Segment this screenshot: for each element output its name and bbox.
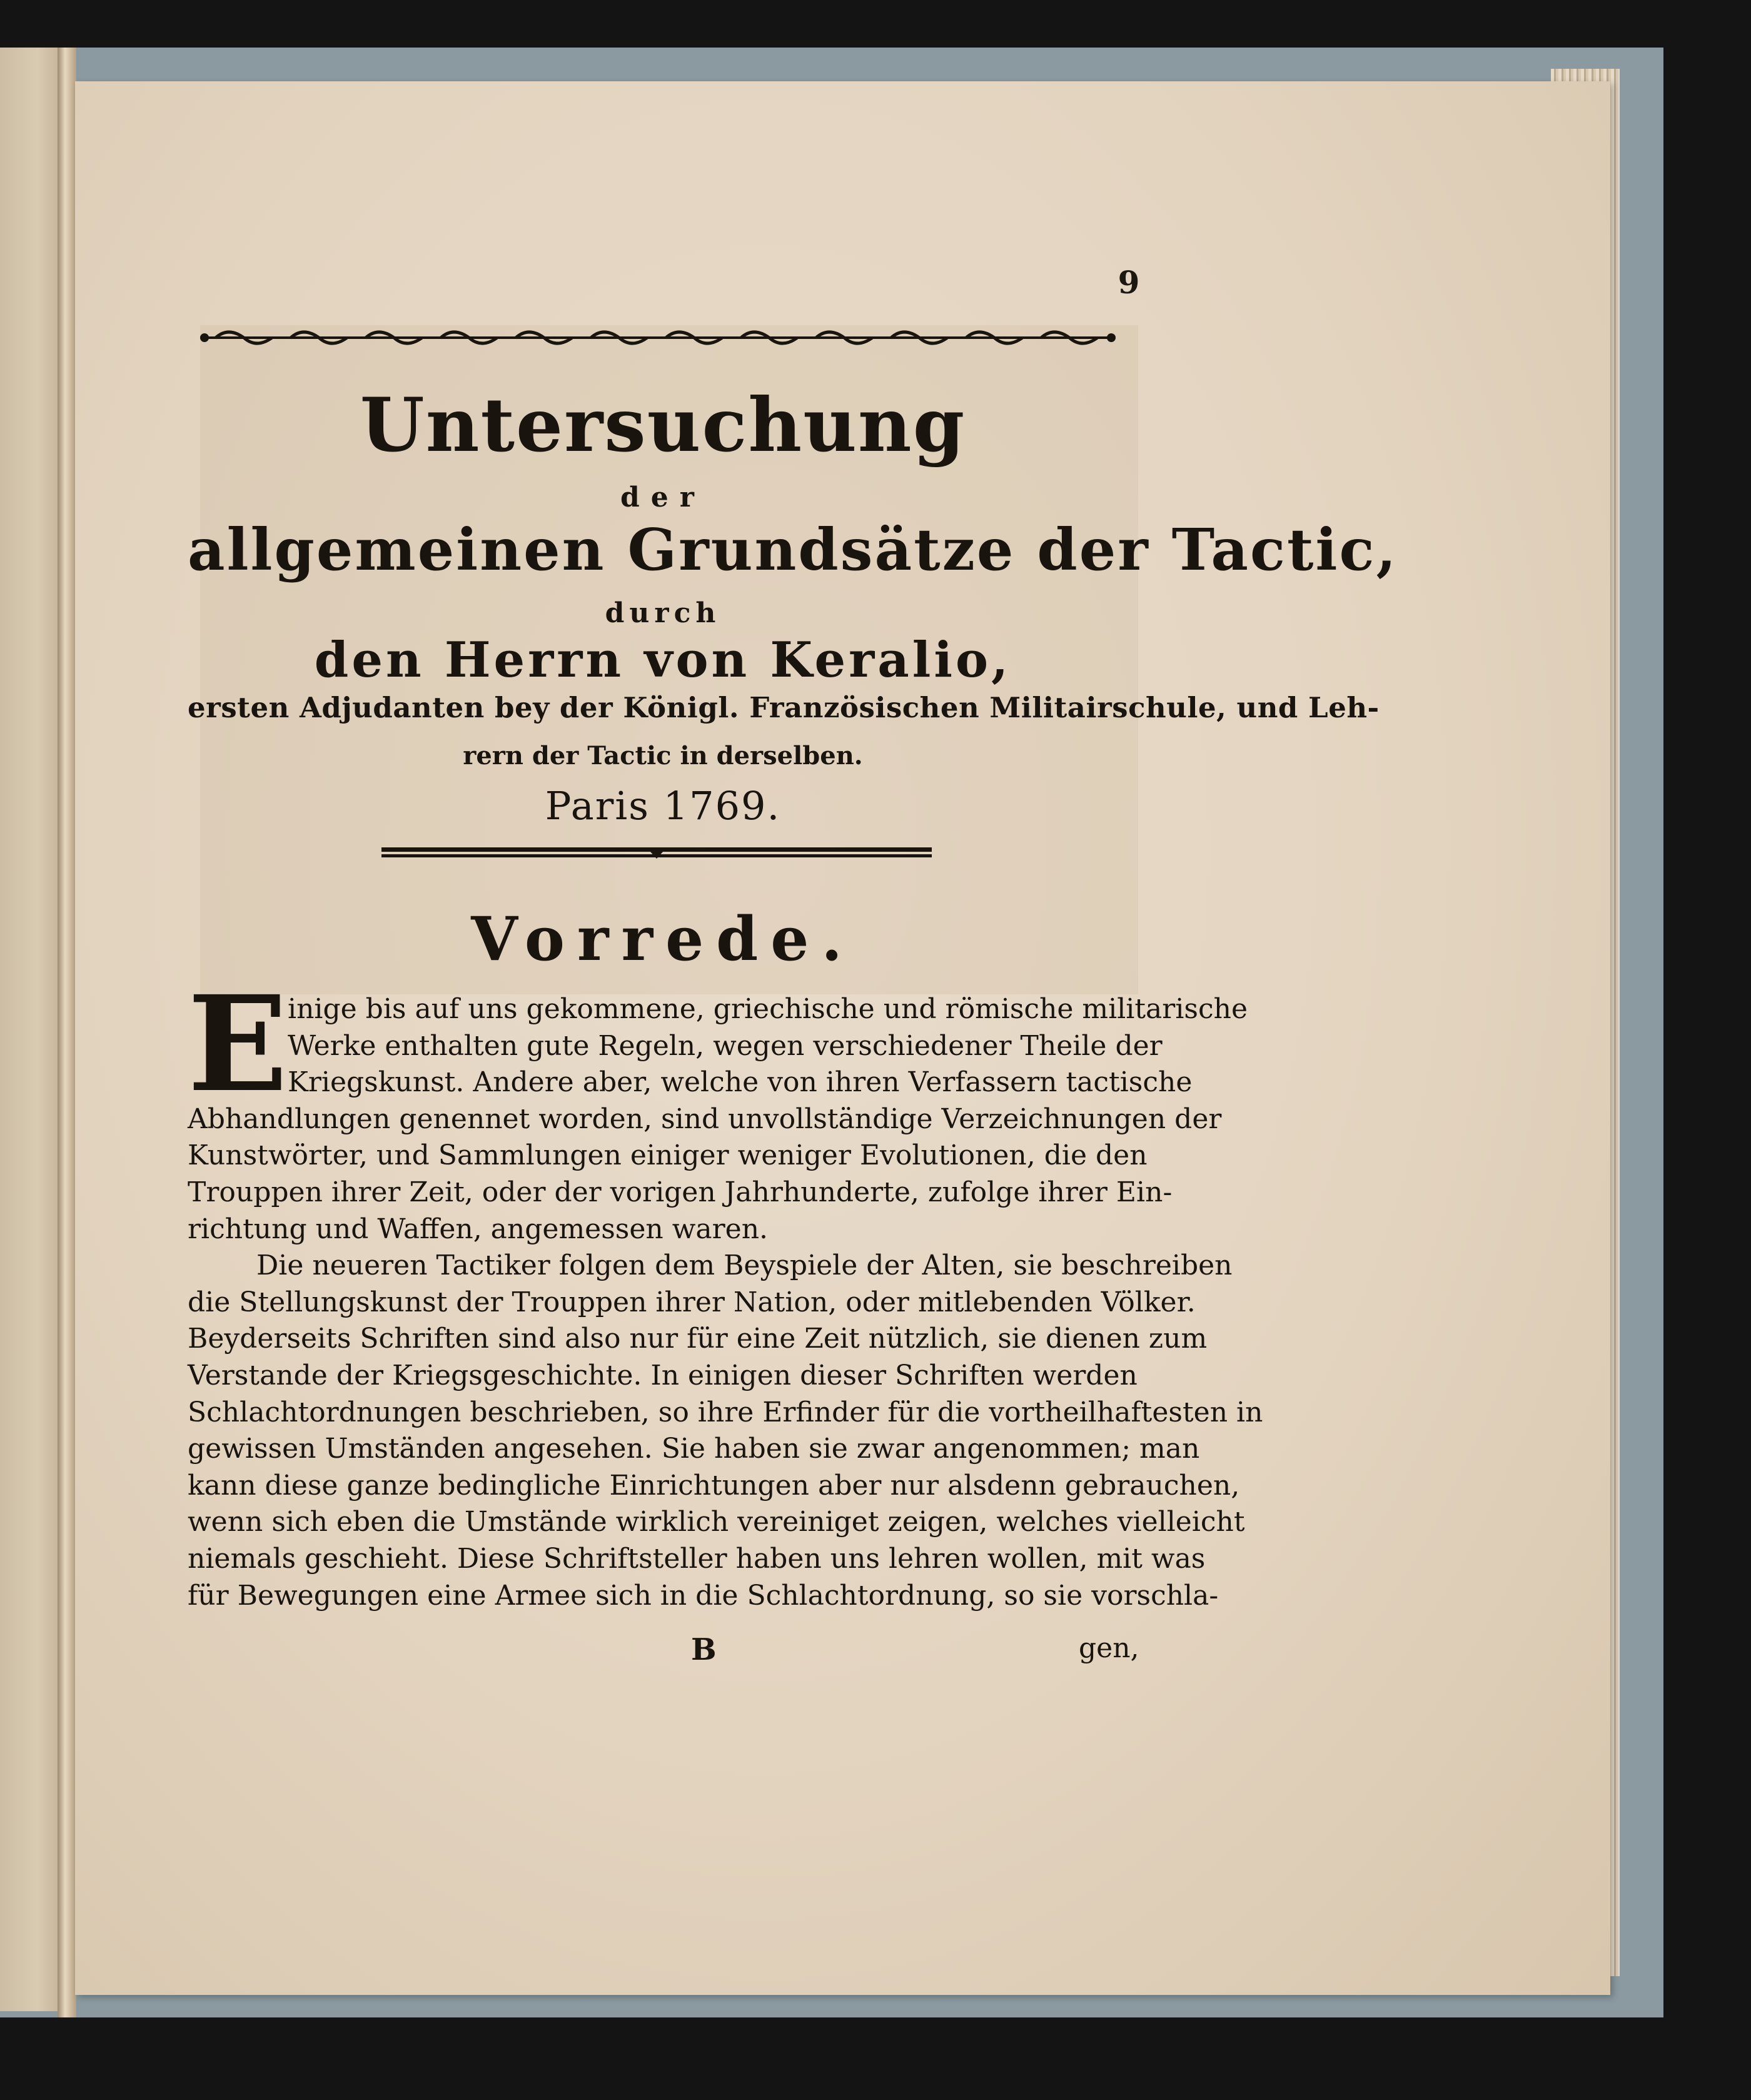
- author-office-line-2: rern der Tactic in derselben.: [463, 741, 863, 770]
- text-line: inige bis auf uns gekommene, griechische und römische militarische: [288, 993, 1248, 1025]
- text-line: richtung und Waffen, angemessen waren.: [188, 1213, 769, 1245]
- text-line: Abhandlungen genennet worden, sind unvollständige Verzeichnungen der: [188, 1103, 1222, 1135]
- double-rule-divider: [381, 846, 932, 860]
- preface-heading: Vorrede.: [471, 904, 855, 974]
- text-line: Schlachtordnungen beschrieben, so ihre Erfinder für die vortheilhaftesten in: [188, 1396, 1263, 1428]
- preface-body: [188, 991, 1263, 1614]
- signature-mark: B: [691, 1632, 717, 1667]
- title-subtitle: allgemeinen Grundsätze der Tactic,: [188, 516, 1398, 583]
- text-line: Trouppen ihrer Zeit, oder der vorigen Jahrhunderte, zufolge ihrer Ein-: [188, 1176, 1173, 1208]
- author-office-line-1: ersten Adjudanten bey der Königl. Französischen Militairschule, und Leh-: [188, 691, 1380, 724]
- text-line: kann diese ganze bedingliche Einrichtungen aber nur alsdenn gebrauchen,: [188, 1469, 1240, 1502]
- place-date: Paris 1769.: [545, 783, 781, 829]
- text-line: niemals geschieht. Diese Schriftsteller haben uns lehren wollen, mit was: [188, 1542, 1206, 1575]
- title-main: Untersuchung: [360, 381, 966, 468]
- title-der: der: [620, 482, 705, 513]
- title-durch: durch: [605, 597, 721, 629]
- text-line: Kriegskunst. Andere aber, welche von ihren Verfassern tactische: [288, 1066, 1193, 1099]
- text-line: Die neueren Tactiker folgen dem Beyspiele der Alten, sie beschreiben: [256, 1249, 1233, 1282]
- text-line: Kunstwörter, und Sammlungen einiger weniger Evolutionen, die den: [188, 1139, 1148, 1172]
- text-line: die Stellungskunst der Trouppen ihrer Nation, oder mitlebenden Völker.: [188, 1286, 1196, 1318]
- text-line: gewissen Umständen angesehen. Sie haben sie zwar angenommen; man: [188, 1433, 1200, 1465]
- author-line: den Herrn von Keralio,: [314, 632, 1012, 689]
- text-line: Werke enthalten gute Regeln, wegen verschiedener Theile der: [288, 1029, 1163, 1062]
- ornamental-border: [197, 322, 1119, 353]
- text-line: Beyderseits Schriften sind also nur für eine Zeit nützlich, sie dienen zum: [188, 1323, 1208, 1355]
- text-line: für Bewegungen eine Armee sich in die Schlachtordnung, so sie vorschla-: [188, 1579, 1219, 1612]
- text-line: Verstande der Kriegsgeschichte. In einigen dieser Schriften werden: [188, 1359, 1138, 1391]
- catchword: gen,: [1079, 1632, 1139, 1664]
- text-line: wenn sich eben die Umstände wirklich vereiniget zeigen, welches vielleicht: [188, 1506, 1245, 1538]
- page-number: 9: [1118, 264, 1140, 301]
- drop-cap-initial: E: [188, 967, 288, 1121]
- book-gutter: [58, 48, 76, 2017]
- left-page-edge: [0, 48, 63, 2011]
